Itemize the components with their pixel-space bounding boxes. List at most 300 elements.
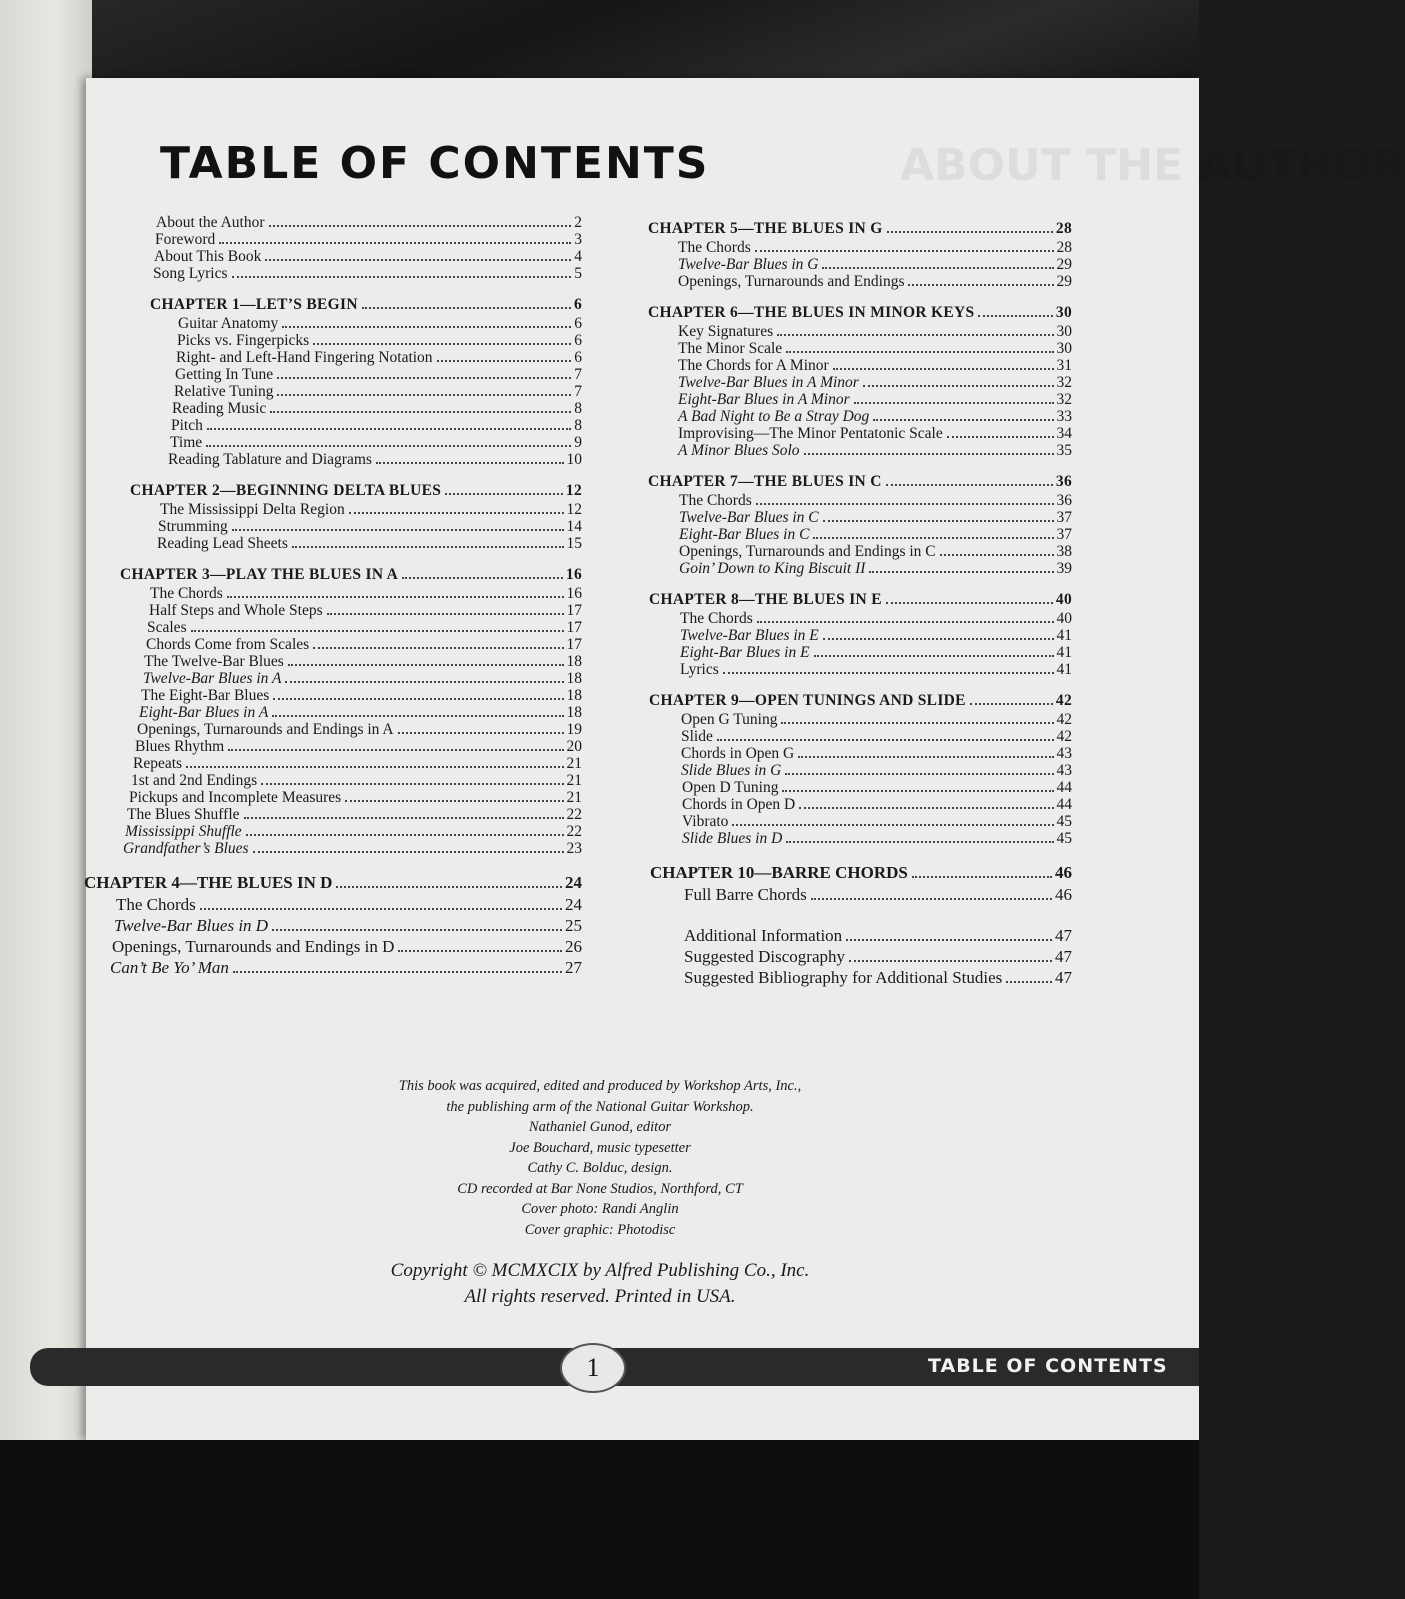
- page-number: 1: [560, 1343, 626, 1393]
- toc-entry-page: 41: [1056, 644, 1072, 661]
- toc-entry-page: 42: [1055, 692, 1072, 709]
- toc-chapter-entry: [84, 296, 582, 315]
- toc-entry: [84, 738, 582, 755]
- toc-entry: [612, 239, 1072, 256]
- toc-entry-page: 16: [566, 585, 582, 602]
- toc-entry: [84, 721, 582, 738]
- toc-chapter-entry: [84, 566, 582, 585]
- toc-entry-label: Getting In Tune: [175, 366, 274, 383]
- toc-entry-label: CHAPTER 3—PLAY THE BLUES IN A: [120, 566, 399, 583]
- toc-entry-label: The Chords: [678, 239, 751, 256]
- dot-leader: [886, 601, 1053, 604]
- credit-line: the publishing arm of the National Guitar Workshop.: [446, 1098, 754, 1115]
- toc-entry: [612, 543, 1072, 560]
- toc-entry-label: The Eight-Bar Blues: [141, 687, 270, 704]
- toc-entry: [84, 958, 582, 979]
- toc-entry-label: About This Book: [154, 248, 262, 265]
- toc-entry-page: 29: [1056, 256, 1072, 273]
- toc-entry-page: 18: [566, 653, 582, 670]
- toc-entry-label: The Chords for A Minor: [678, 357, 829, 374]
- toc-entry: [84, 636, 582, 653]
- toc-entry-page: 30: [1056, 323, 1072, 340]
- toc-entry: [84, 602, 582, 619]
- dot-leader: [206, 444, 571, 447]
- toc-chapter-entry: [612, 473, 1072, 492]
- toc-entry-page: 7: [574, 383, 582, 400]
- dot-leader: [854, 401, 1054, 404]
- credit-line: Nathaniel Gunod, editor: [528, 1119, 672, 1135]
- toc-entry-page: 47: [1055, 968, 1072, 987]
- toc-entry-label: Openings, Turnarounds and Endings in D: [112, 937, 395, 956]
- toc-entry-label: Openings, Turnarounds and Endings in A: [137, 721, 394, 738]
- toc-entry: [84, 653, 582, 670]
- toc-entry: [612, 745, 1072, 762]
- dot-leader: [191, 629, 564, 632]
- toc-entry-label: Suggested Bibliography for Additional Studies: [684, 968, 1003, 987]
- toc-entry-label: Key Signatures: [678, 323, 774, 340]
- toc-entry: [612, 408, 1072, 425]
- toc-entry-page: 9: [574, 434, 582, 451]
- toc-chapter-entry: [84, 482, 582, 501]
- toc-entry-page: 18: [566, 670, 582, 687]
- toc-entry-label: The Twelve-Bar Blues: [144, 653, 284, 670]
- dot-leader: [376, 461, 564, 464]
- toc-entry-page: 18: [566, 704, 582, 721]
- toc-entry: [612, 610, 1072, 627]
- dot-leader: [362, 306, 571, 309]
- toc-entry-label: The Chords: [150, 585, 223, 602]
- toc-entry: [612, 560, 1072, 577]
- toc-entry-label: CHAPTER 8—THE BLUES IN E: [649, 591, 882, 608]
- toc-entry-label: CHAPTER 2—BEGINNING DELTA BLUES: [130, 482, 442, 499]
- copyright-block: [320, 1258, 880, 1310]
- toc-entry-page: 6: [574, 332, 582, 349]
- dot-leader: [437, 359, 572, 362]
- toc-entry: [84, 535, 582, 552]
- dot-leader: [285, 680, 563, 683]
- toc-entry-page: 7: [574, 366, 582, 383]
- toc-chapter-entry: [612, 220, 1072, 239]
- dot-leader: [228, 748, 563, 751]
- dot-leader: [270, 410, 571, 413]
- dot-leader: [798, 755, 1053, 758]
- toc-entry-label: Half Steps and Whole Steps: [149, 602, 323, 619]
- toc-entry: [84, 248, 582, 265]
- dot-leader: [804, 452, 1054, 455]
- toc-entry-label: Scales: [147, 619, 187, 636]
- toc-entry-page: 17: [566, 602, 582, 619]
- toc-entry-label: The Blues Shuffle: [127, 806, 240, 823]
- toc-entry: [612, 644, 1072, 661]
- toc-entry-label: Chords in Open D: [682, 796, 796, 813]
- toc-entry-label: CHAPTER 6—THE BLUES IN MINOR KEYS: [648, 304, 975, 321]
- dot-leader: [822, 266, 1053, 269]
- toc-entry: [84, 895, 582, 916]
- footer-section-title: TABLE OF CONTENTS: [928, 1355, 1168, 1377]
- toc-entry-page: 45: [1056, 830, 1072, 847]
- toc-entry-page: 41: [1056, 661, 1072, 678]
- toc-entry-page: 36: [1055, 473, 1072, 490]
- toc-entry: [612, 711, 1072, 728]
- toc-entry: [612, 425, 1072, 442]
- dot-leader: [232, 275, 572, 278]
- toc-entry: [612, 273, 1072, 290]
- toc-entry-label: A Minor Blues Solo: [678, 442, 800, 459]
- toc-entry-page: 24: [565, 873, 582, 892]
- dot-leader: [246, 833, 564, 836]
- toc-entry-label: Twelve-Bar Blues in G: [678, 256, 819, 273]
- toc-chapter-entry: [612, 591, 1072, 610]
- toc-entry-page: 40: [1055, 591, 1072, 608]
- toc-entry: [612, 256, 1072, 273]
- toc-entry: [612, 968, 1072, 989]
- background-bottom: [0, 1440, 1199, 1599]
- dot-leader: [402, 576, 563, 579]
- toc-entry: [84, 400, 582, 417]
- toc-entry-page: 30: [1055, 304, 1072, 321]
- toc-entry-page: 12: [566, 501, 582, 518]
- toc-entry-page: 4: [574, 248, 582, 265]
- toc-entry: [84, 916, 582, 937]
- toc-entry-label: Foreword: [155, 231, 216, 248]
- toc-entry: [84, 451, 582, 468]
- credits-block: [340, 1076, 860, 1240]
- toc-entry-page: 37: [1056, 526, 1072, 543]
- toc-entry: [612, 374, 1072, 391]
- toc-entry-label: Twelve-Bar Blues in D: [114, 916, 269, 935]
- toc-entry-label: The Chords: [680, 610, 753, 627]
- toc-entry: [84, 383, 582, 400]
- toc-left-column: [84, 214, 582, 979]
- toc-entry-page: 44: [1056, 779, 1072, 796]
- toc-entry: [84, 214, 582, 231]
- toc-chapter-entry: [612, 863, 1072, 885]
- toc-entry-page: 47: [1055, 926, 1072, 945]
- toc-entry-page: 27: [565, 958, 582, 977]
- toc-entry: [612, 442, 1072, 459]
- dot-leader: [912, 875, 1052, 878]
- dot-leader: [940, 553, 1054, 556]
- dot-leader: [811, 897, 1052, 900]
- toc-entry: [84, 231, 582, 248]
- toc-entry-label: CHAPTER 4—THE BLUES IN D: [84, 873, 333, 892]
- toc-entry-label: Improvising—The Minor Pentatonic Scale: [678, 425, 943, 442]
- toc-entry-label: Twelve-Bar Blues in A Minor: [678, 374, 859, 391]
- toc-entry: [612, 885, 1072, 906]
- toc-entry-page: 6: [573, 296, 582, 313]
- toc-entry-label: The Chords: [679, 492, 752, 509]
- dot-leader: [398, 949, 562, 952]
- toc-entry-page: 25: [565, 916, 582, 935]
- toc-entry-label: Slide Blues in D: [682, 830, 783, 847]
- dot-leader: [398, 731, 564, 734]
- toc-entry: [84, 434, 582, 451]
- toc-entry-label: CHAPTER 7—THE BLUES IN C: [648, 473, 882, 490]
- toc-chapter-entry: [612, 692, 1072, 711]
- toc-entry-page: 14: [566, 518, 582, 535]
- toc-entry-label: Picks vs. Fingerpicks: [177, 332, 310, 349]
- toc-entry-label: Full Barre Chords: [684, 885, 807, 904]
- toc-right-column: [612, 220, 1072, 989]
- toc-entry-label: CHAPTER 9—OPEN TUNINGS AND SLIDE: [649, 692, 966, 709]
- toc-entry-label: The Chords: [116, 895, 196, 914]
- toc-entry: [612, 627, 1072, 644]
- copyright-line: Copyright © MCMXCIX by Alfred Publishing Co., Inc.: [390, 1260, 810, 1281]
- toc-entry: [612, 926, 1072, 947]
- dot-leader: [823, 637, 1054, 640]
- toc-entry-page: 12: [565, 482, 582, 499]
- dot-leader: [777, 333, 1053, 336]
- toc-entry-label: Suggested Discography: [684, 947, 846, 966]
- credit-line: Cover photo: Randi Anglin: [521, 1201, 679, 1217]
- toc-entry-label: Openings, Turnarounds and Endings in C: [679, 543, 936, 560]
- dot-leader: [947, 435, 1054, 438]
- toc-entry-page: 21: [566, 789, 582, 806]
- dot-leader: [244, 816, 564, 819]
- toc-entry-page: 3: [574, 231, 582, 248]
- toc-entry-page: 46: [1055, 863, 1072, 882]
- toc-chapter-entry: [612, 304, 1072, 323]
- toc-entry-label: A Bad Night to Be a Stray Dog: [678, 408, 870, 425]
- dot-leader: [227, 595, 564, 598]
- credit-line: Cover graphic: Photodisc: [524, 1221, 676, 1238]
- toc-entry-page: 30: [1056, 340, 1072, 357]
- toc-entry-label: Chords Come from Scales: [146, 636, 310, 653]
- toc-entry-page: 38: [1056, 543, 1072, 560]
- toc-entry-page: 16: [565, 566, 582, 583]
- toc-entry-page: 33: [1056, 408, 1072, 425]
- rights-line: All rights reserved. Printed in USA.: [464, 1286, 736, 1307]
- toc-entry-page: 40: [1056, 610, 1072, 627]
- toc-entry-label: CHAPTER 1—LET’S BEGIN: [150, 296, 358, 313]
- toc-entry-label: Time: [170, 434, 203, 451]
- dot-leader: [978, 314, 1052, 317]
- toc-entry-label: Open G Tuning: [681, 711, 778, 728]
- toc-entry: [612, 661, 1072, 678]
- toc-entry-page: 32: [1056, 374, 1072, 391]
- toc-entry: [84, 417, 582, 434]
- dot-leader: [782, 789, 1053, 792]
- toc-entry-label: Reading Tablature and Diagrams: [168, 451, 372, 468]
- toc-entry: [84, 518, 582, 535]
- toc-entry-page: 28: [1055, 220, 1072, 237]
- toc-entry: [84, 806, 582, 823]
- toc-entry: [84, 349, 582, 366]
- toc-entry: [612, 509, 1072, 526]
- toc-entry-label: Eight-Bar Blues in E: [680, 644, 810, 661]
- toc-entry: [612, 526, 1072, 543]
- toc-entry-page: 17: [566, 619, 582, 636]
- dot-leader: [785, 772, 1053, 775]
- dot-leader: [786, 350, 1053, 353]
- dot-leader: [200, 907, 562, 910]
- toc-entry-page: 47: [1055, 947, 1072, 966]
- toc-entry: [612, 830, 1072, 847]
- toc-entry-label: Pitch: [171, 417, 203, 434]
- toc-entry-label: Eight-Bar Blues in A Minor: [678, 391, 850, 408]
- toc-entry: [84, 772, 582, 789]
- dot-leader: [757, 620, 1054, 623]
- dot-leader: [823, 519, 1054, 522]
- toc-entry: [84, 687, 582, 704]
- toc-entry-label: Vibrato: [682, 813, 729, 830]
- toc-entry: [612, 947, 1072, 968]
- dot-leader: [723, 671, 1054, 674]
- bleed-through-heading: ABOUT THE AUTHOR: [900, 140, 1405, 191]
- page-title: TABLE OF CONTENTS: [160, 138, 710, 189]
- toc-entry-page: 42: [1056, 711, 1072, 728]
- toc-entry: [612, 813, 1072, 830]
- dot-leader: [277, 393, 571, 396]
- dot-leader: [732, 823, 1053, 826]
- dot-leader: [261, 782, 563, 785]
- dot-leader: [288, 663, 564, 666]
- toc-entry: [84, 619, 582, 636]
- toc-entry-page: 21: [566, 755, 582, 772]
- toc-entry-page: 23: [566, 840, 582, 857]
- toc-entry: [84, 704, 582, 721]
- dot-leader: [1006, 980, 1052, 983]
- toc-entry-page: 34: [1056, 425, 1072, 442]
- toc-entry: [84, 937, 582, 958]
- toc-entry: [612, 340, 1072, 357]
- toc-entry-label: Reading Lead Sheets: [157, 535, 288, 552]
- dot-leader: [277, 376, 571, 379]
- dot-leader: [887, 230, 1053, 233]
- toc-entry-label: 1st and 2nd Endings: [131, 772, 258, 789]
- toc-entry-page: 43: [1056, 745, 1072, 762]
- dot-leader: [869, 570, 1053, 573]
- dot-leader: [273, 697, 563, 700]
- toc-entry-page: 29: [1056, 273, 1072, 290]
- dot-leader: [292, 545, 564, 548]
- toc-entry-label: Grandfather’s Blues: [123, 840, 249, 857]
- dot-leader: [207, 427, 571, 430]
- toc-entry-label: Repeats: [133, 755, 183, 772]
- toc-entry: [612, 357, 1072, 374]
- toc-entry: [84, 755, 582, 772]
- toc-entry-page: 36: [1056, 492, 1072, 509]
- toc-entry-label: Slide: [681, 728, 713, 745]
- toc-chapter-entry: [84, 873, 582, 895]
- dot-leader: [253, 850, 564, 853]
- toc-entry: [84, 585, 582, 602]
- left-page-edge: [0, 0, 92, 1440]
- dot-leader: [327, 612, 564, 615]
- toc-entry-label: Twelve-Bar Blues in E: [680, 627, 819, 644]
- dot-leader: [282, 325, 571, 328]
- dot-leader: [313, 646, 563, 649]
- toc-entry: [84, 501, 582, 518]
- toc-entry-page: 45: [1056, 813, 1072, 830]
- dot-leader: [349, 511, 564, 514]
- toc-entry-page: 20: [566, 738, 582, 755]
- toc-entry-label: Additional Information: [684, 926, 843, 945]
- toc-entry-label: Chords in Open G: [681, 745, 795, 762]
- dot-leader: [813, 536, 1053, 539]
- toc-entry-label: Openings, Turnarounds and Endings: [678, 273, 905, 290]
- toc-entry-label: Can’t Be Yo’ Man: [110, 958, 229, 977]
- toc-entry: [612, 728, 1072, 745]
- toc-entry-label: Goin’ Down to King Biscuit II: [679, 560, 866, 577]
- toc-entry-label: Twelve-Bar Blues in C: [679, 509, 819, 526]
- toc-entry-page: 6: [574, 315, 582, 332]
- toc-entry-label: Mississippi Shuffle: [125, 823, 242, 840]
- dot-leader: [272, 714, 563, 717]
- toc-entry-label: Strumming: [158, 518, 228, 535]
- toc-entry-page: 35: [1056, 442, 1072, 459]
- toc-entry: [84, 823, 582, 840]
- toc-entry-page: 19: [566, 721, 582, 738]
- dot-leader: [846, 938, 1052, 941]
- dot-leader: [755, 249, 1054, 252]
- toc-entry-label: Song Lyrics: [153, 265, 228, 282]
- toc-entry-page: 22: [566, 806, 582, 823]
- toc-entry-page: 39: [1056, 560, 1072, 577]
- dot-leader: [863, 384, 1054, 387]
- dot-leader: [219, 241, 571, 244]
- toc-entry-page: 8: [574, 417, 582, 434]
- toc-entry-page: 32: [1056, 391, 1072, 408]
- dot-leader: [786, 840, 1053, 843]
- toc-entry: [612, 779, 1072, 796]
- dot-leader: [781, 721, 1053, 724]
- dot-leader: [886, 483, 1053, 486]
- toc-entry-page: 5: [574, 265, 582, 282]
- toc-entry-label: The Mississippi Delta Region: [160, 501, 345, 518]
- toc-entry-page: 10: [566, 451, 582, 468]
- toc-entry-label: Relative Tuning: [174, 383, 274, 400]
- dot-leader: [345, 799, 563, 802]
- dot-leader: [833, 367, 1054, 370]
- toc-entry-page: 24: [565, 895, 582, 914]
- toc-entry-label: Slide Blues in G: [681, 762, 782, 779]
- toc-entry-label: Blues Rhythm: [135, 738, 225, 755]
- toc-entry: [612, 323, 1072, 340]
- toc-entry-page: 21: [566, 772, 582, 789]
- dot-leader: [873, 418, 1053, 421]
- toc-entry-page: 31: [1056, 357, 1072, 374]
- toc-entry-label: CHAPTER 10—BARRE CHORDS: [650, 863, 908, 882]
- dot-leader: [313, 342, 571, 345]
- dot-leader: [265, 258, 571, 261]
- dot-leader: [186, 765, 563, 768]
- toc-entry: [84, 670, 582, 687]
- toc-entry: [84, 265, 582, 282]
- dot-leader: [717, 738, 1054, 741]
- toc-entry-page: 6: [574, 349, 582, 366]
- toc-entry-label: Right- and Left-Hand Fingering Notation: [176, 349, 433, 366]
- toc-entry-label: Lyrics: [680, 661, 719, 678]
- toc-entry-page: 37: [1056, 509, 1072, 526]
- dot-leader: [814, 654, 1054, 657]
- toc-entry-page: 22: [566, 823, 582, 840]
- dot-leader: [269, 224, 572, 227]
- dot-leader: [336, 885, 562, 888]
- toc-entry-label: CHAPTER 5—THE BLUES IN G: [648, 220, 883, 237]
- dot-leader: [849, 959, 1052, 962]
- toc-entry: [84, 840, 582, 857]
- toc-entry-label: Reading Music: [172, 400, 267, 417]
- dot-leader: [272, 928, 562, 931]
- credit-line: This book was acquired, edited and produced by Workshop Arts, Inc.,: [398, 1078, 802, 1094]
- toc-entry: [84, 315, 582, 332]
- toc-entry-page: 42: [1056, 728, 1072, 745]
- toc-entry-label: About the Author: [156, 214, 265, 231]
- dot-leader: [799, 806, 1053, 809]
- toc-entry-page: 46: [1055, 885, 1072, 904]
- toc-entry-label: The Minor Scale: [678, 340, 783, 357]
